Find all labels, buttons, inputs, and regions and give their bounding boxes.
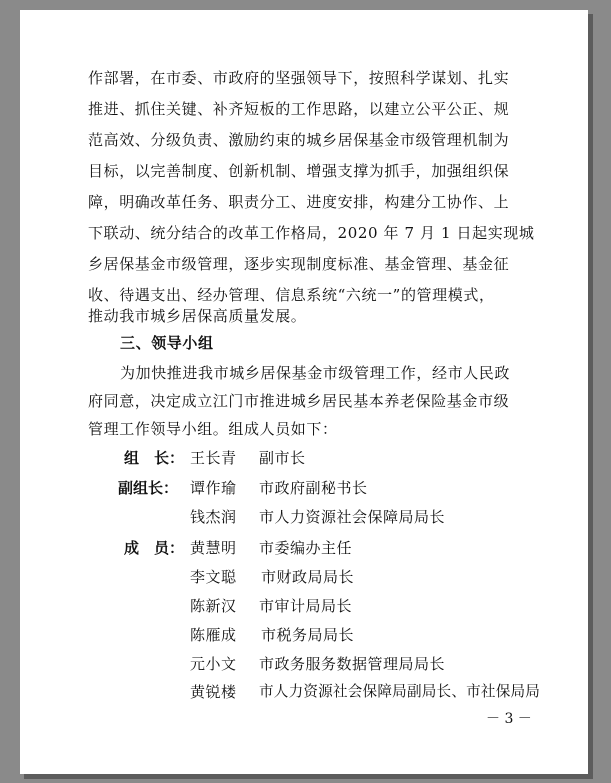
paragraph-line: 推动我市城乡居保高质量发展。 <box>88 307 307 325</box>
deputy-role: 市政府副秘书长 <box>259 479 368 497</box>
page-shadow-bottom <box>24 774 593 779</box>
paragraph-line: 收、待遇支出、经办管理、信息系统“六统一”的管理模式， <box>88 286 495 304</box>
paragraph-line: 范高效、分级负责、激励约束的城乡居保基金市级管理机制为 <box>88 131 510 149</box>
paragraph-line: 目标，以完善制度、创新机制、增强支撑为抓手，加强组织保 <box>88 162 510 180</box>
paragraph-line: 下联动、统分结合的改革工作格局，2020 年 7 月 1 日起实现城 <box>88 224 535 242</box>
member-role: 市审计局局长 <box>259 597 353 615</box>
member-name: 陈雁成 <box>190 626 237 644</box>
paragraph-line: 府同意，决定成立江门市推进城乡居民基本养老保险基金市级 <box>88 392 510 410</box>
paragraph-line: 乡居保基金市级管理，逐步实现制度标准、基金管理、基金征 <box>88 255 510 273</box>
member-role: 市政务服务数据管理局局长 <box>259 655 446 673</box>
member-role: 市委编办主任 <box>259 539 353 557</box>
paragraph-line: 推进、抓住关键、补齐短板的工作思路，以建立公平公正、规 <box>88 100 510 118</box>
leader-role: 副市长 <box>259 449 306 467</box>
leader-label: 组 长： <box>124 449 185 467</box>
member-name: 元小文 <box>190 655 237 673</box>
deputy-name: 钱杰润 <box>190 508 237 526</box>
member-name: 黄锐楼 <box>190 683 237 701</box>
member-role: 市财政局局长 <box>261 568 355 586</box>
deputy-label: 副组长： <box>118 479 179 497</box>
leader-name: 王长青 <box>190 449 237 467</box>
member-name: 陈新汉 <box>190 597 237 615</box>
member-role: 市税务局局长 <box>261 626 355 644</box>
deputy-role: 市人力资源社会保障局局长 <box>259 508 446 526</box>
paragraph-line: 为加快推进我市城乡居保基金市级管理工作，经市人民政 <box>120 364 511 382</box>
paragraph-line: 障，明确改革任务、职责分工、进度安排，构建分工协作、上 <box>88 193 510 211</box>
member-role: 市人力资源社会保障局副局长、市社保局局 <box>259 683 541 700</box>
paragraph-line: 作部署，在市委、市政府的坚强领导下，按照科学谋划、扎实 <box>88 69 510 87</box>
member-name: 黄慧明 <box>190 539 237 557</box>
document-page <box>20 10 588 774</box>
paragraph-line: 管理工作领导小组。组成人员如下： <box>88 420 338 438</box>
member-label: 成 员： <box>124 539 185 557</box>
page-shadow-right <box>588 14 593 778</box>
page-number: － 3 － <box>486 711 532 727</box>
section-heading: 三、领导小组 <box>120 334 214 352</box>
deputy-name: 谭作瑜 <box>190 479 237 497</box>
member-name: 李文聪 <box>190 568 237 586</box>
